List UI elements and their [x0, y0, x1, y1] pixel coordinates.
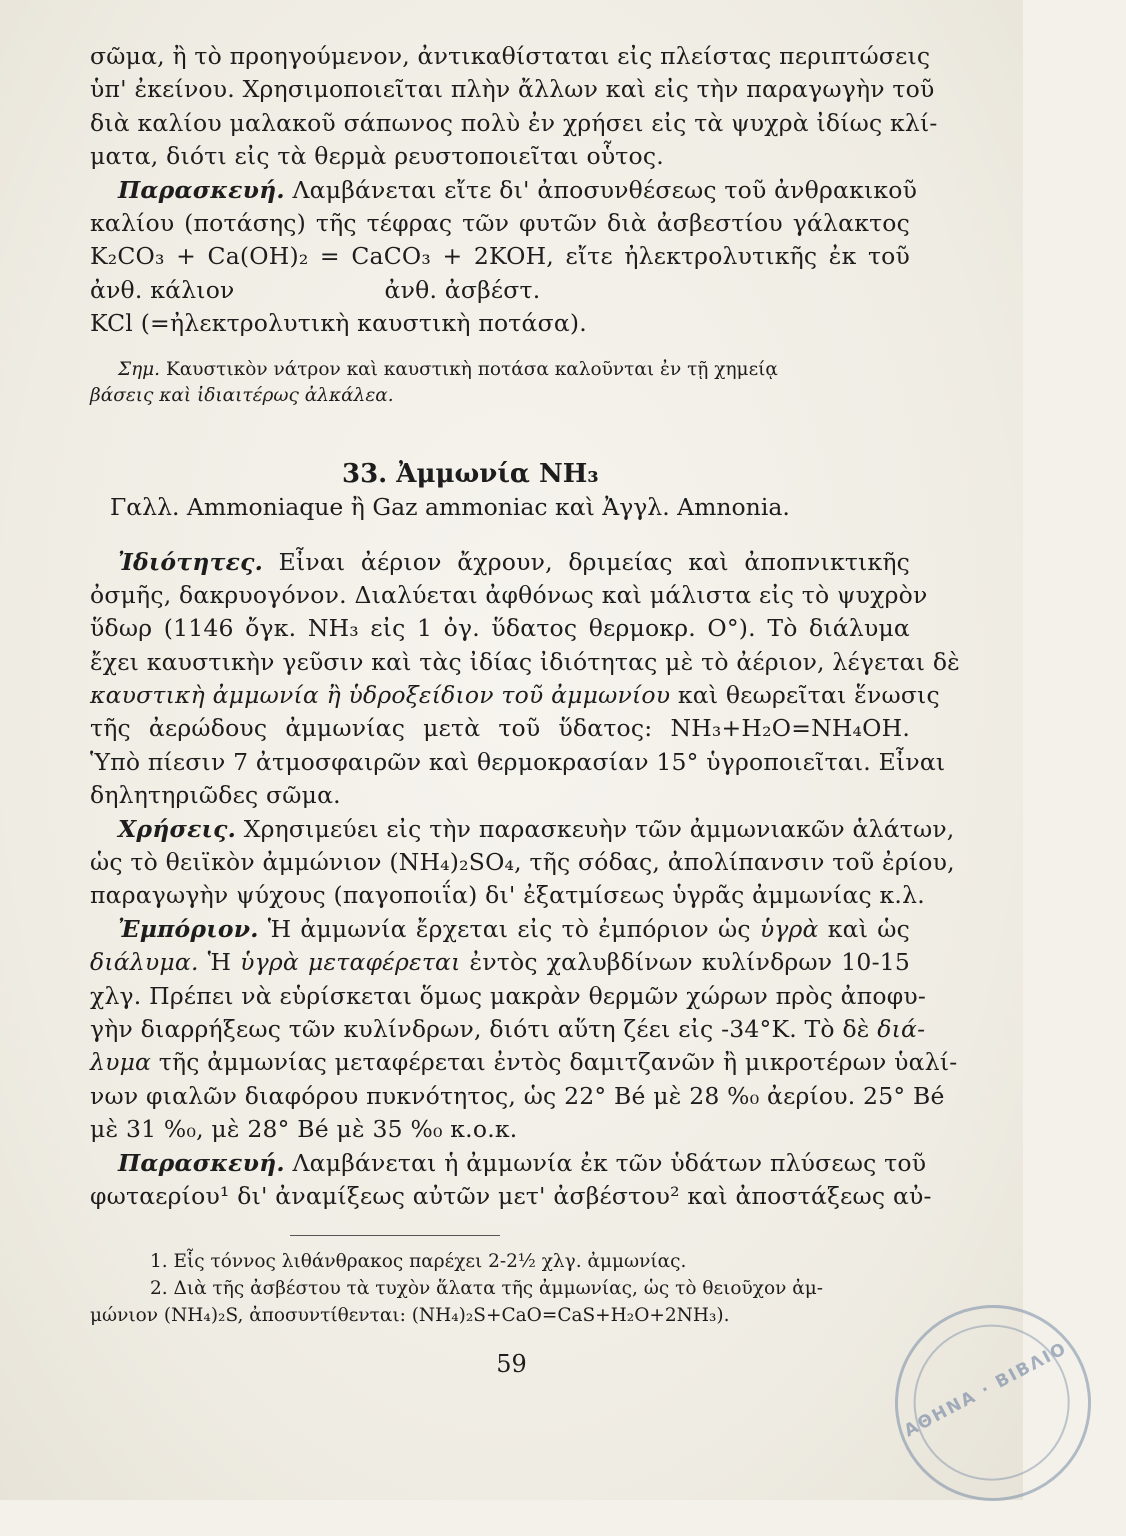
text-span: Λαμβάνεται ἡ ἀμμωνία ἐκ τῶν ὑδάτων πλύσεως τοῦ [284, 1148, 927, 1177]
footnote-2-continued: μώνιον (NH₄)₂S, ἀποσυντίθενται: (NH₄)₂S+CaO=CaS+H₂O+2NH₃). [90, 1305, 730, 1327]
note-line: βάσεις καὶ ἰδιαιτέρως ἀλκάλεα. [90, 384, 394, 406]
text-span: ἐντὸς χαλυβδίνων κυλίνδρων 10-15 [460, 948, 911, 977]
paragraph-uses [90, 813, 955, 846]
text-line: ἔχει καυστικὴν γεῦσιν καὶ τὰς ἰδίας ἰδιότητας μὲ τὸ ἀέριον, λέγεται δὲ [90, 647, 960, 676]
section-title: 33. Ἀμμωνία NH₃ [342, 458, 599, 489]
text-line: ὕδωρ (1146 ὄγκ. NH₃ εἰς 1 ὀγ. ὕδατος θερμοκρ. O°). Τὸ διάλυμα [90, 614, 910, 643]
caption-calcium-carbonate: ἀνθ. ἀσβέστ. [384, 275, 541, 304]
text-span: Ἡ [198, 948, 241, 977]
text-line: ματα, διότι εἰς τὰ θερμὰ ρευστοποιεῖται οὗτος. [90, 142, 664, 171]
paragraph-preparation-2 [90, 1147, 927, 1180]
paragraph-label: Παρασκευή. [118, 175, 285, 204]
note-line [90, 357, 910, 383]
text-line: Ὑπὸ πίεσιν 7 ἀτμοσφαιρῶν καὶ θερμοκρασίαν 15° ὑγροποιεῖται. Εἶναι [90, 747, 946, 776]
note-label: Σημ. [118, 358, 161, 380]
formula-caption-line [90, 274, 910, 307]
text-span: γὴν διαρρήξεως τῶν κυλίνδρων, διότι αὕτη ζέει εἰς -34°K. Τὸ δὲ [90, 1014, 878, 1043]
text-span: Χρησιμεύει εἰς τὴν παρασκευὴν τῶν ἀμμωνιακῶν ἁλάτων, [236, 814, 955, 843]
paragraph-properties [90, 546, 910, 579]
paragraph-label: Ἐμπόριον. [118, 914, 259, 943]
text-line: χλγ. Πρέπει νὰ εὑρίσκεται ὅμως μακρὰν θερμῶν χώρων πρὸς ἀποφυ- [90, 981, 927, 1010]
text-span: Λαμβάνεται εἴτε δι' ἀποσυνθέσεως τοῦ ἀνθρακικοῦ [284, 175, 918, 204]
text-line: σῶμα, ἢ τὸ προηγούμενον, ἀντικαθίσταται εἰς πλείστας περιπτώσεις [90, 42, 931, 70]
text-line: ὑπ' ἐκείνου. Χρησιμοποιεῖται πλὴν ἄλλων καὶ εἰς τὴν παραγωγὴν τοῦ [90, 75, 935, 104]
text-line: παραγωγὴν ψύχους (παγοποιΐα) δι' ἐξατμίσεως ὑγρᾶς ἀμμωνίας κ.λ. [90, 881, 925, 910]
text-span-italic: ὑγρὰ [759, 914, 819, 943]
paragraph-trade [90, 913, 910, 946]
caption-potassium-carbonate: ἀνθ. κάλιον [90, 275, 235, 304]
text-line: δηλητηριῶδες σῶμα. [90, 781, 341, 810]
text-span-italic: διάλυμα. [90, 948, 199, 977]
footnote-divider [290, 1235, 500, 1236]
text-line [90, 679, 940, 712]
paragraph-label: Χρήσεις. [118, 814, 237, 843]
text-line: καλίου (ποτάσης) τῆς τέφρας τῶν φυτῶν διὰ ἀσβεστίου γάλακτος [90, 208, 910, 237]
text-line: KCl (=ἠλεκτρολυτικὴ καυστικὴ ποτάσα). [90, 309, 587, 338]
text-span-italic: λυμα [90, 1048, 152, 1077]
footnote-1: 1. Εἷς τόννος λιθάνθρακος παρέχει 2-2½ χλγ. ἀμμωνίας. [150, 1251, 687, 1273]
text-line [90, 1013, 926, 1046]
text-line: νων φιαλῶν διαφόρου πυκνότητος, ὡς 22° Bé μὲ 28 %₀ ἀερίου. 25° Bé [90, 1081, 945, 1110]
text-line: ὀσμῆς, δακρυογόνον. Διαλύεται ἀφθόνως καὶ μάλιστα εἰς τὸ ψυχρὸν [90, 580, 928, 609]
formula-line: K₂CO₃ + Ca(OH)₂ = CaCO₃ + 2KOH, εἴτε ἠλεκτρολυτικῆς ἐκ τοῦ [90, 242, 910, 271]
text-line [90, 946, 910, 979]
text-span-italic: καυστικὴ ἀμμωνία ἢ ὑδροξείδιον τοῦ ἀμμωνίου [90, 681, 671, 710]
page-number: 59 [496, 1350, 527, 1378]
footnote-2: 2. Διὰ τῆς ἀσβέστου τὰ τυχὸν ἅλατα τῆς ἀμμωνίας, ὡς τὸ θειοῦχον ἀμ- [150, 1278, 823, 1300]
library-stamp-text: ΑΘΗΝΑ · ΒΙΒΛΙΟ [900, 1338, 1071, 1442]
paragraph-label: Ἰδιότητες. [118, 547, 263, 576]
page-body [90, 40, 960, 1329]
text-span: Εἶναι ἀέριον ἄχρουν, δριμείας καὶ ἀποπνικτικῆς [263, 547, 910, 576]
text-line [90, 1046, 958, 1079]
text-span: Ἡ ἀμμωνία ἔρχεται εἰς τὸ ἐμπόριον ὡς [258, 914, 760, 943]
formula-line: τῆς ἀερώδους ἀμμωνίας μετὰ τοῦ ὕδατος: NH₃+H₂O=NH₄OH. [90, 714, 910, 743]
text-line: ὡς τὸ θειϊκὸν ἀμμώνιον (NH₄)₂SO₄, τῆς σόδας, ἀπολίπανσιν τοῦ ἐρίου, [90, 848, 955, 877]
text-line: διὰ καλίου μαλακοῦ σάπωνος πολὺ ἐν χρήσει εἰς τὰ ψυχρὰ ἰδίως κλί- [90, 108, 938, 137]
text-line: φωταερίου¹ δι' ἀναμίξεως αὐτῶν μετ' ἀσβέστου² καὶ ἀποστάξεως αὐ- [90, 1181, 932, 1210]
paragraph-label: Παρασκευή. [118, 1148, 285, 1177]
text-span: Καυστικὸν νάτρον καὶ καυστικὴ ποτάσα καλοῦνται ἐν τῇ χημείᾳ [160, 358, 778, 380]
paragraph-preparation-1 [90, 174, 918, 207]
text-span-italic: ὑγρὰ μεταφέρεται [240, 948, 461, 977]
text-span: καὶ ὡς [818, 914, 910, 943]
text-span-italic: διά- [877, 1014, 926, 1043]
library-stamp-inner-ring [886, 1297, 1097, 1508]
text-span: τῆς ἀμμωνίας μεταφέρεται ἐντὸς δαμιτζανῶν ἢ μικροτέρων ὑαλί- [151, 1048, 958, 1077]
text-line: μὲ 31 %₀, μὲ 28° Bé μὲ 35 %₀ κ.ο.κ. [90, 1115, 518, 1144]
text-span: καὶ θεωρεῖται ἕνωσις [670, 681, 940, 710]
section-subtitle: Γαλλ. Ammoniaque ἢ Gaz ammoniac καὶ Ἀγγλ. Amnonia. [110, 492, 790, 521]
